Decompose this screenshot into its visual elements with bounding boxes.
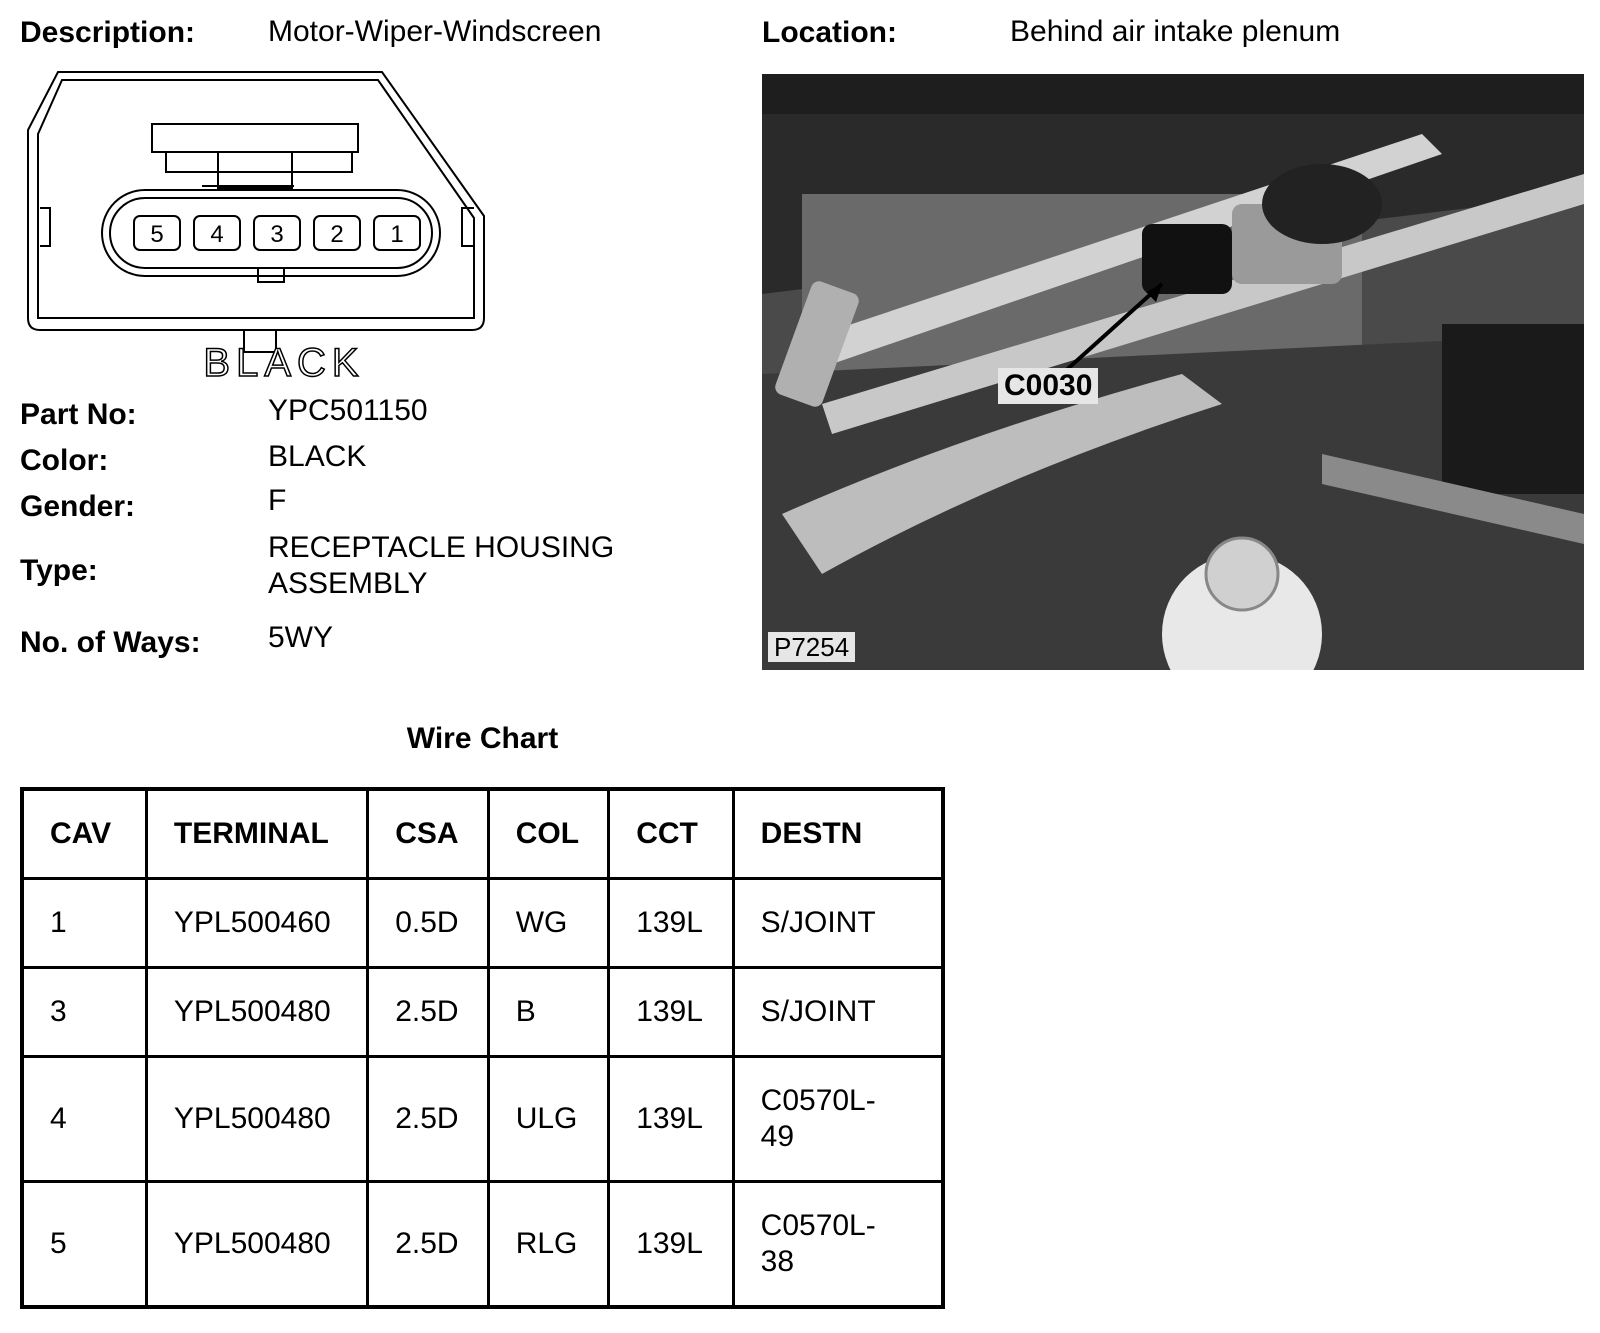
- connector-face-diagram: [22, 68, 508, 388]
- gender-label: Gender:: [20, 490, 136, 523]
- table-row: [22, 1057, 943, 1182]
- column-header-cct: CCT: [609, 789, 733, 879]
- cell-cav: 3: [22, 968, 146, 1057]
- location-photo: [762, 74, 1584, 670]
- cell-cct: 139L: [609, 1182, 733, 1308]
- cell-terminal: YPL500480: [146, 1182, 367, 1308]
- connector-outline: [22, 68, 508, 388]
- table-row: [22, 1182, 943, 1308]
- type-label: Type:: [20, 554, 98, 587]
- cell-cct: 139L: [609, 968, 733, 1057]
- connector-color-caption: BLACK: [203, 341, 365, 385]
- gender-value: F: [268, 484, 287, 517]
- part-no-label: Part No:: [20, 398, 137, 431]
- column-header-cav: CAV: [22, 789, 146, 879]
- cell-cct: 139L: [609, 879, 733, 968]
- cell-terminal: YPL500480: [146, 968, 367, 1057]
- cell-destn: S/JOINT: [733, 879, 943, 968]
- column-header-col: COL: [488, 789, 608, 879]
- cell-cav: 4: [22, 1057, 146, 1182]
- color-value: BLACK: [268, 440, 367, 473]
- cell-terminal: YPL500480: [146, 1057, 367, 1182]
- table-header-row: [22, 789, 943, 879]
- cell-csa: 2.5D: [368, 1182, 488, 1308]
- location-value: Behind air intake plenum: [1010, 15, 1341, 48]
- cavity-number-2: 2: [330, 221, 344, 248]
- cell-csa: 2.5D: [368, 1057, 488, 1182]
- cell-col: WG: [488, 879, 608, 968]
- cell-csa: 2.5D: [368, 968, 488, 1057]
- type-value-line1: RECEPTACLE HOUSING: [268, 531, 615, 564]
- column-header-terminal: TERMINAL: [146, 789, 367, 879]
- cell-destn: C0570L- 49: [733, 1057, 943, 1182]
- cell-destn: S/JOINT: [733, 968, 943, 1057]
- ways-value: 5WY: [268, 621, 334, 654]
- cell-cav: 5: [22, 1182, 146, 1308]
- table-row: [22, 968, 943, 1057]
- table-row: [22, 879, 943, 968]
- location-label: Location:: [762, 16, 897, 49]
- cell-col: ULG: [488, 1057, 608, 1182]
- photo-id: P7254: [768, 632, 855, 662]
- cell-cct: 139L: [609, 1057, 733, 1182]
- column-header-destn: DESTN: [733, 789, 943, 879]
- cavity-number-4: 4: [210, 221, 224, 248]
- photo-callout-label: C0030: [998, 368, 1098, 404]
- cell-csa: 0.5D: [368, 879, 488, 968]
- wire-chart-title: Wire Chart: [406, 722, 559, 755]
- wire-chart-table: [20, 787, 945, 1309]
- cavity-number-5: 5: [150, 221, 164, 248]
- description-label: Description:: [20, 16, 196, 49]
- cavity-number-3: 3: [270, 221, 284, 248]
- description-value: Motor-Wiper-Windscreen: [268, 15, 602, 48]
- cell-col: RLG: [488, 1182, 608, 1308]
- ways-label: No. of Ways:: [20, 626, 201, 659]
- cell-terminal: YPL500460: [146, 879, 367, 968]
- cell-col: B: [488, 968, 608, 1057]
- cell-cav: 1: [22, 879, 146, 968]
- type-value-line2: ASSEMBLY: [268, 567, 428, 600]
- color-label: Color:: [20, 444, 109, 477]
- cell-destn: C0570L- 38: [733, 1182, 943, 1308]
- part-no-value: YPC501150: [268, 394, 428, 427]
- engine-bay-illustration: [762, 74, 1584, 670]
- column-header-csa: CSA: [368, 789, 488, 879]
- cavity-number-1: 1: [390, 221, 404, 248]
